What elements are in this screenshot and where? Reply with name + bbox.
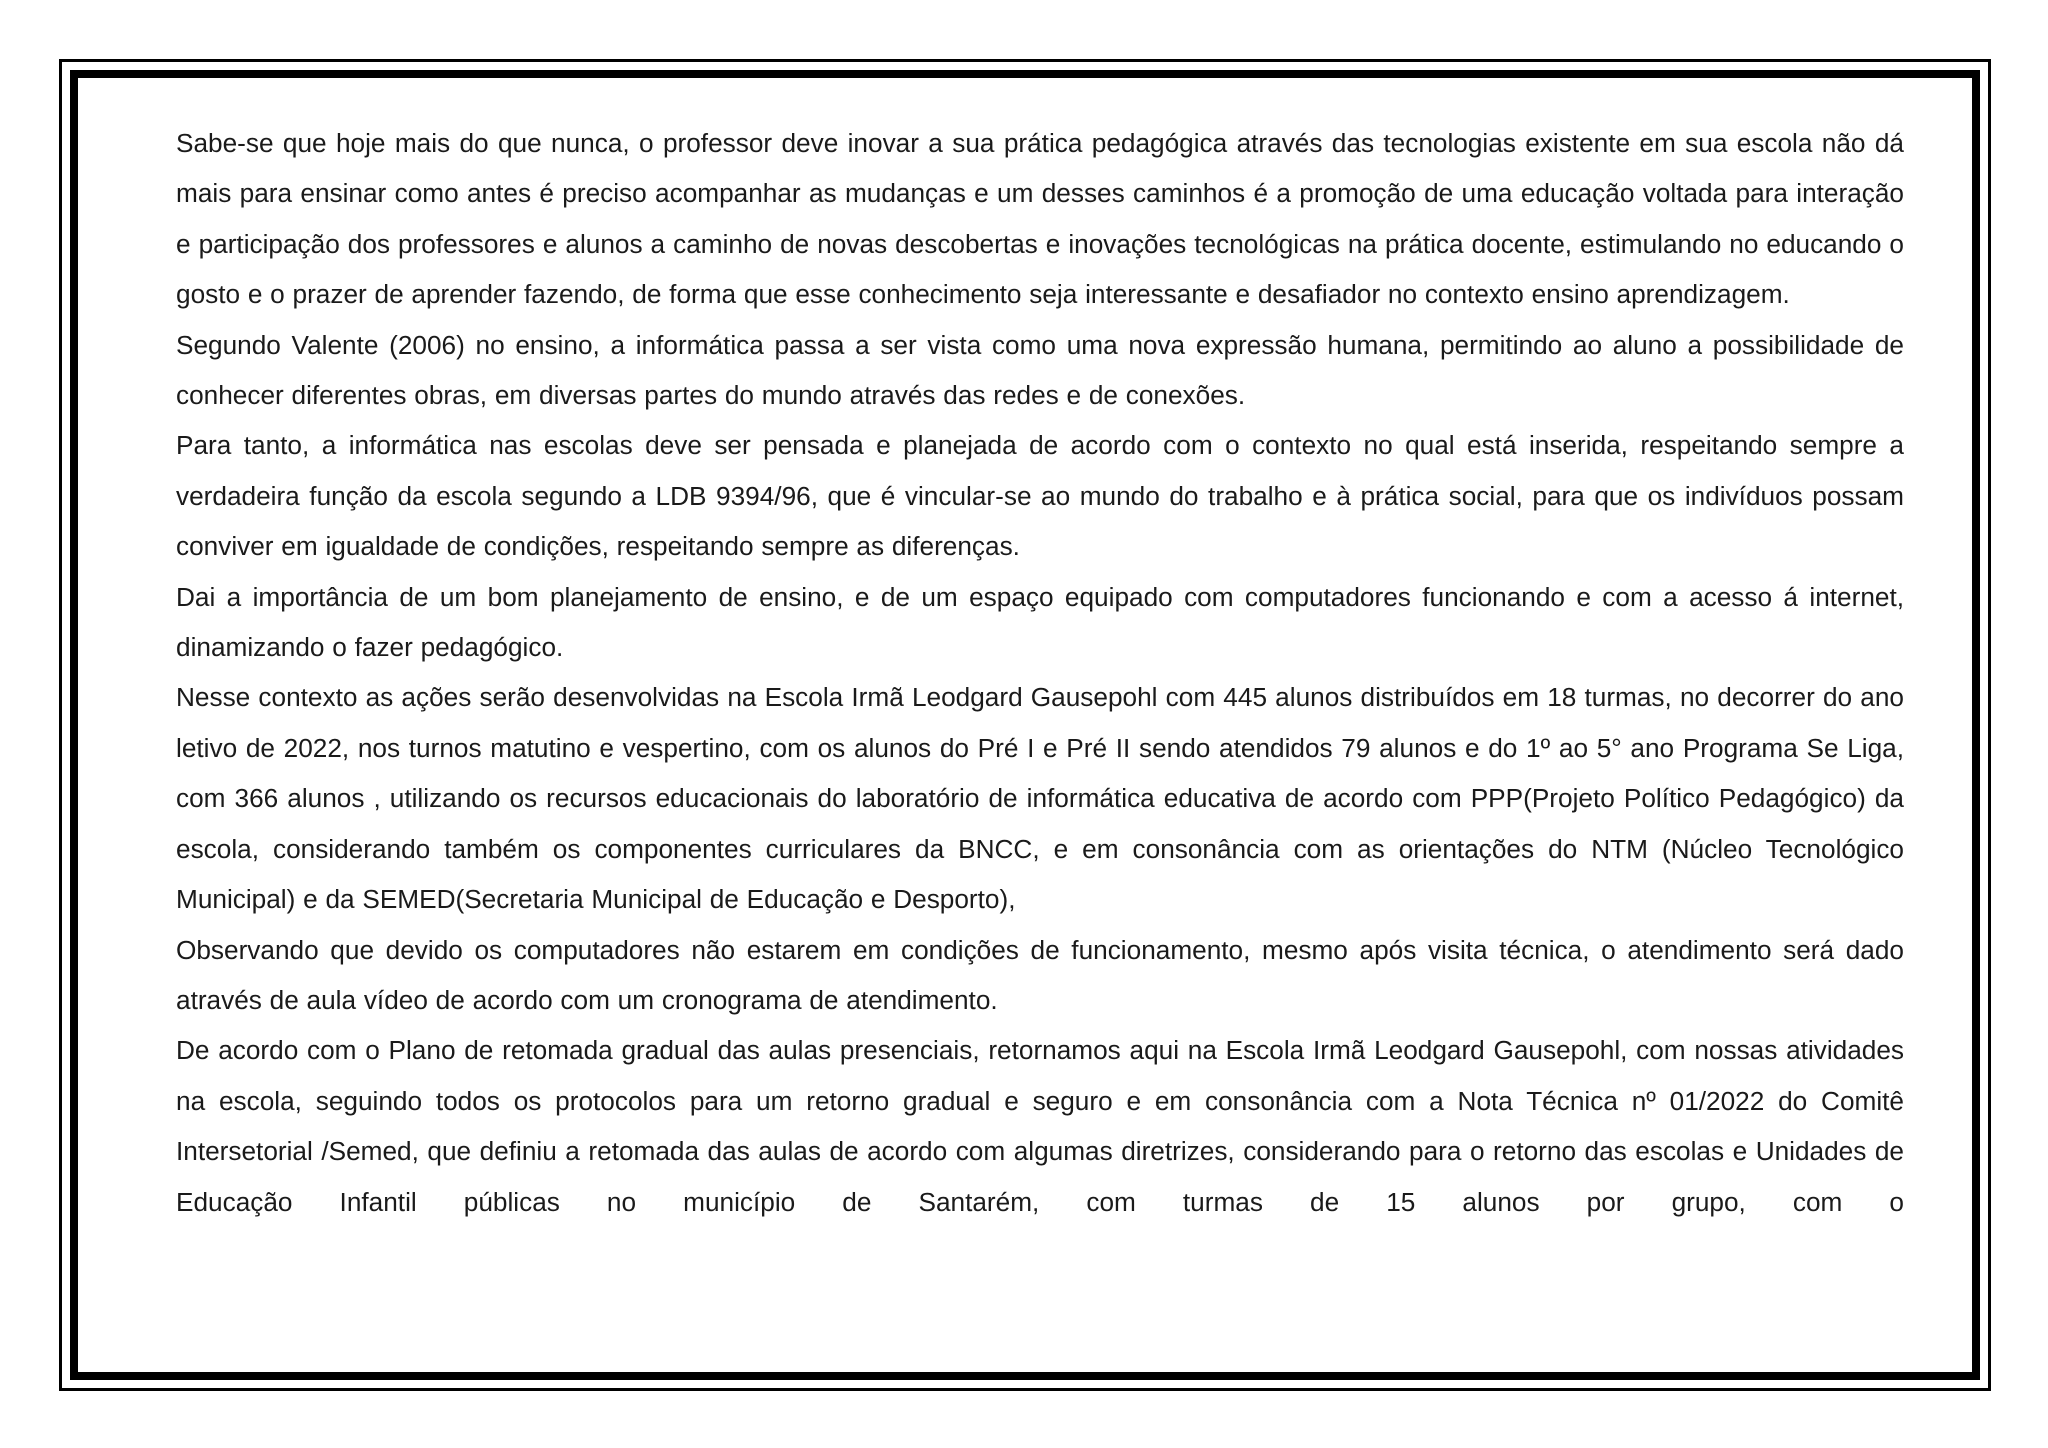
paragraph-3: Para tanto, a informática nas escolas deve ser pensada e planejada de acordo com o contexto no qual está inserida, respeitando sempre a verdadeira função da escola segundo a LDB 9394/96, que é vincular-se ao mundo do trabalho e à prática social, para que os indivíduos possam conviver em igualdade de condições, respeitando sempre as diferenças. [176, 430, 1904, 562]
paragraph-1: Sabe-se que hoje mais do que nunca, o professor deve inovar a sua prática pedagógica através das tecnologias existente em sua escola não dá mais para ensinar como antes é preciso acompanhar as mudanças e um desses caminhos é a promoção de uma educação voltada para interação e participação dos professores e alunos a caminho de novas descobertas e inovações tecnológicas na prática docente, estimulando no educando o gosto e o prazer de aprender fazendo, de forma que esse conhecimento seja interessante e desafiador no contexto ensino aprendizagem. [176, 128, 1904, 310]
paragraph-5: Nesse contexto as ações serão desenvolvidas na Escola Irmã Leodgard Gausepohl com 445 alunos distribuídos em 18 turmas, no decorrer do ano letivo de 2022, nos turnos matutino e vespertino, com os alunos do Pré I e Pré II sendo atendidos 79 alunos e do 1º ao 5° ano Programa Se Liga, com 366 alunos , utilizando os recursos educacionais do laboratório de informática educativa de acordo com PPP(Projeto Político Pedagógico) da escola, considerando também os componentes curriculares da BNCC, e em consonância com as orientações do NTM (Núcleo Tecnológico Municipal) e da SEMED(Secretaria Municipal de Educação e Desporto), [176, 682, 1904, 915]
paragraph-7: De acordo com o Plano de retomada gradual das aulas presenciais, retornamos aqui na Escola Irmã Leodgard Gausepohl, com nossas atividades na escola, seguindo todos os protocolos para um retorno gradual e seguro e em consonância com a Nota Técnica nº 01/2022 do Comitê Intersetorial /Semed, que definiu a retomada das aulas de acordo com algumas diretrizes, considerando para o retorno das escolas e Unidades de Educação Infantil públicas no município de Santarém, com turmas de 15 alunos por grupo, com o [176, 1035, 1904, 1217]
paragraph-2: Segundo Valente (2006) no ensino, a informática passa a ser vista como uma nova expressão humana, permitindo ao aluno a possibilidade de conhecer diferentes obras, em diversas partes do mundo através das redes e de conexões. [176, 329, 1904, 411]
paragraph-4: Dai a importância de um bom planejamento de ensino, e de um espaço equipado com computadores funcionando e com a acesso á internet, dinamizando o fazer pedagógico. [176, 581, 1904, 663]
paragraph-6: Observando que devido os computadores não estarem em condições de funcionamento, mesmo após visita técnica, o atendimento será dado através de aula vídeo de acordo com um cronograma de atendimento. [176, 934, 1904, 1015]
document-body [176, 118, 1904, 1227]
